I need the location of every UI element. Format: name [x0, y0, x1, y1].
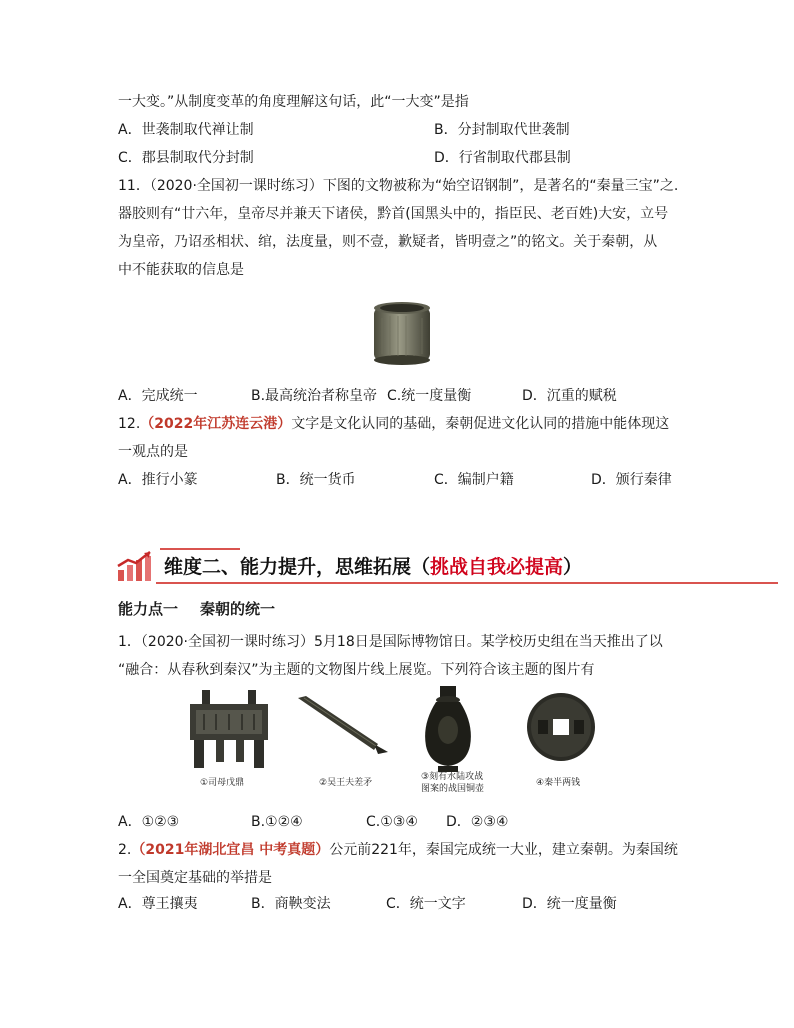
p2-option-d: D．统一度量衡 [522, 896, 617, 912]
caption-ding: ①司母戊鼎 [200, 778, 245, 788]
section-title [164, 552, 582, 579]
qin-measure-image [366, 296, 438, 368]
q10-option-a: A．世袭制取代禅让制 [118, 122, 254, 138]
p2-text-1: 公元前221年，秦国完成统一大业，建立秦朝。为秦国统 [329, 842, 678, 858]
q11-number: 11． [118, 178, 150, 194]
bar-chart-trend-icon [116, 550, 154, 582]
q11-stem-line4: 中不能获取的信息是 [118, 262, 244, 278]
ding-vessel-image [186, 688, 272, 770]
ability-point-topic: 秦朝的统一 [200, 600, 276, 618]
section-title-highlight: 挑战自我必提高 [430, 556, 564, 578]
q11-stem-line2: 器胶则有“廿六年，皇帝尽并兼天下诸侯，黔首(国黑头中的，指臣民、老百姓)大安，立号 [118, 206, 669, 222]
section-header-top-line [160, 548, 240, 550]
p1-source: （2020·全国初一课时练习） [140, 634, 315, 650]
ability-point-heading [118, 598, 275, 619]
q12-source: （2022年江苏连云港） [140, 416, 292, 432]
p1-number: 1． [118, 634, 141, 650]
q10-stem: 一大变。”从制度变革的角度理解这句话，此“一大变”是指 [118, 94, 469, 110]
section-divider [156, 582, 778, 584]
p1-option-b: B.①②④ [251, 814, 303, 830]
section-header [116, 548, 778, 588]
p1-text-1: 5月18日是国际博物馆日。某学校历史组在当天推出了以 [314, 634, 663, 650]
caption-hu-line2: 图案的战国铜壶 [421, 784, 485, 794]
caption-spear: ②吴王夫差矛 [319, 778, 373, 788]
p1-option-c: C.①③④ [366, 814, 418, 830]
q12-option-a: A．推行小篆 [118, 472, 198, 488]
p1-stem-line2: “融合：从春秋到秦汉”为主题的文物图片线上展览。下列符合该主题的图片有 [118, 662, 595, 678]
p1-option-d: D．②③④ [446, 814, 509, 830]
q12-option-c: C．编制户籍 [434, 472, 514, 488]
spear-image [296, 694, 392, 756]
p2-option-c: C．统一文字 [386, 896, 466, 912]
q11-stem-line3: 为皇帝，乃诏丞相状、绾，法度量，则不壹，歉疑者，皆明壹之”的铭文。关于秦朝，从 [118, 234, 658, 250]
section-title-main: 维度二、能力提升，思维拓展（ [164, 556, 431, 578]
q10-option-b: B．分封制取代世袭制 [434, 122, 570, 138]
q11-source: （2020·全国初一课时练习） [149, 178, 323, 194]
p2-source: （2021年湖北宜昌 中考真题） [131, 842, 330, 858]
q12-text-1: 文字是文化认同的基础，秦朝促进文化认同的措施中能体现这 [291, 416, 670, 432]
q11-option-d: D．沉重的赋税 [522, 388, 617, 404]
caption-hu-line1: ③刻有水陆攻战 [421, 772, 484, 782]
p2-option-b: B．商鞅变法 [251, 896, 331, 912]
p1-option-a: A．①②③ [118, 814, 180, 830]
ban-liang-coin-image [524, 690, 598, 764]
ability-point-label: 能力点一 [118, 600, 179, 618]
section-title-end: ） [563, 556, 583, 578]
q12-stem-line2: 一观点的是 [118, 444, 188, 460]
q12-stem-line1 [118, 414, 669, 434]
q11-stem-line1 [118, 176, 678, 196]
caption-coin: ④秦半两钱 [536, 778, 581, 788]
q10-option-d: D．行省制取代郡县制 [434, 150, 571, 166]
p2-stem-line2: 一全国奠定基础的举措是 [118, 870, 272, 886]
q12-option-d: D．颁行秦律 [591, 472, 672, 488]
p2-number: 2. [118, 842, 132, 858]
q11-option-c: C.统一度量衡 [387, 388, 472, 404]
q11-text-1: 下图的文物被称为“始空诏钢制”，是著名的“秦量三宝”之. [322, 178, 679, 194]
q11-option-b: B.最高统治者称皇帝 [251, 388, 378, 404]
q12-number: 12. [118, 416, 141, 432]
q11-option-a: A．完成统一 [118, 388, 198, 404]
bronze-hu-image [420, 684, 476, 774]
p2-option-a: A．尊王攘夷 [118, 896, 198, 912]
p2-stem-line1 [118, 840, 678, 860]
q12-option-b: B．统一货币 [276, 472, 356, 488]
p1-stem-line1 [118, 632, 663, 652]
q10-option-c: C．郡县制取代分封制 [118, 150, 254, 166]
